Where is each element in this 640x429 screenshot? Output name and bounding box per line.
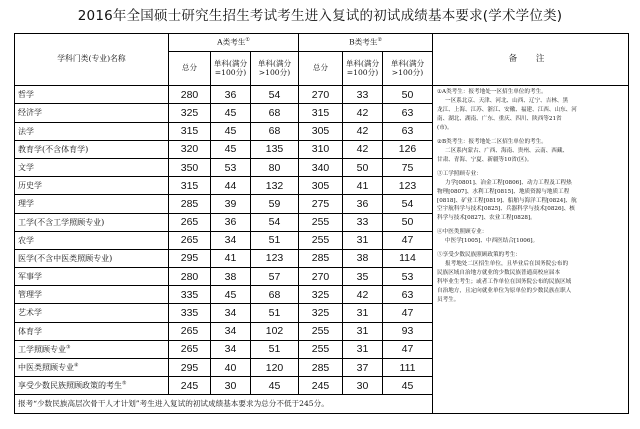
score-requirements-table xyxy=(14,33,629,414)
score-a-s1: 41 xyxy=(211,249,251,267)
score-b-s1: 42 xyxy=(343,104,383,122)
score-a-s1: 30 xyxy=(211,377,251,395)
score-a-total: 350 xyxy=(169,158,211,176)
score-a-s1: 40 xyxy=(211,359,251,377)
score-b-total: 340 xyxy=(299,158,343,176)
header-notes: 备 注 xyxy=(433,34,629,86)
score-a-s2: 45 xyxy=(251,377,299,395)
score-b-s2: 50 xyxy=(383,213,433,231)
score-a-s2: 54 xyxy=(251,86,299,104)
category-name: 医学(不含中医类照顾专业) xyxy=(15,249,169,267)
score-a-s2: 57 xyxy=(251,268,299,286)
score-a-s1: 38 xyxy=(211,268,251,286)
score-b-total: 255 xyxy=(299,340,343,358)
score-b-s2: 114 xyxy=(383,249,433,267)
score-b-s2: 75 xyxy=(383,158,433,176)
score-b-s2: 123 xyxy=(383,177,433,195)
score-a-s2: 51 xyxy=(251,340,299,358)
category-name: 体育学 xyxy=(15,322,169,340)
category-name: 哲学 xyxy=(15,86,169,104)
score-a-s1: 36 xyxy=(211,213,251,231)
score-b-total: 255 xyxy=(299,322,343,340)
score-a-s1: 34 xyxy=(211,322,251,340)
score-b-s1: 38 xyxy=(343,249,383,267)
note-line: 南、湖北、湖南、广东、重庆、四川、陕西等21省 xyxy=(437,116,562,122)
score-b-s2: 111 xyxy=(383,359,433,377)
score-b-s1: 42 xyxy=(343,122,383,140)
score-b-s2: 126 xyxy=(383,140,433,158)
category-name: 经济学 xyxy=(15,104,169,122)
notes-panel xyxy=(433,86,629,413)
score-a-s1: 44 xyxy=(211,177,251,195)
score-b-s2: 47 xyxy=(383,304,433,322)
score-a-total: 265 xyxy=(169,322,211,340)
score-b-total: 270 xyxy=(299,86,343,104)
score-b-s1: 31 xyxy=(343,304,383,322)
header-a-single-gt100: 单科(满分>100分) xyxy=(251,52,299,86)
category-name: 法学 xyxy=(15,122,169,140)
score-b-s2: 45 xyxy=(383,377,433,395)
table-row xyxy=(15,86,629,104)
score-b-s1: 35 xyxy=(343,268,383,286)
note-line: 科毕业生考生；或者工作单位在国务院公布的民族区域 xyxy=(437,279,572,285)
score-b-s1: 42 xyxy=(343,140,383,158)
note-title: ①A类考生：报考地处一区招生单位的考生。 xyxy=(437,89,547,96)
score-b-s1: 30 xyxy=(343,377,383,395)
score-b-total: 285 xyxy=(299,249,343,267)
score-a-s2: 59 xyxy=(251,195,299,213)
note-line: 龙江、上海、江苏、浙江、安徽、福建、江西、山东、河 xyxy=(437,107,577,114)
score-a-s1: 34 xyxy=(211,231,251,249)
score-a-total: 335 xyxy=(169,304,211,322)
category-name: 中医类照顾专业④ xyxy=(15,359,169,377)
category-name: 享受少数民族照顾政策的考生⑤ xyxy=(15,377,169,395)
header-a-total: 总分 xyxy=(169,52,211,86)
score-a-s2: 123 xyxy=(251,249,299,267)
note-n1 xyxy=(437,88,625,133)
note-line: 中医学[1005]、中西医结合[1006]。 xyxy=(445,238,539,245)
category-name: 理学 xyxy=(15,195,169,213)
score-b-total: 275 xyxy=(299,195,343,213)
category-name: 工学照顾专业③ xyxy=(15,340,169,358)
score-b-s1: 31 xyxy=(343,322,383,340)
score-a-s1: 45 xyxy=(211,104,251,122)
score-a-s1: 34 xyxy=(211,340,251,358)
category-name: 艺术学 xyxy=(15,304,169,322)
score-a-s2: 51 xyxy=(251,231,299,249)
score-b-s2: 63 xyxy=(383,286,433,304)
score-a-s2: 68 xyxy=(251,286,299,304)
note-line: 甘肃、青海、宁夏、新疆等10省(区)。 xyxy=(437,156,533,163)
category-name: 工学(不含工学照顾专业) xyxy=(15,213,169,231)
score-a-total: 335 xyxy=(169,286,211,304)
score-b-s1: 31 xyxy=(343,340,383,358)
score-a-s2: 132 xyxy=(251,177,299,195)
category-name: 农学 xyxy=(15,231,169,249)
header-b-single-gt100: 单科(满分>100分) xyxy=(383,52,433,86)
note-line: 报考地处二区招生单位，且毕业后在国务院公布的 xyxy=(445,261,569,268)
score-b-s2: 54 xyxy=(383,195,433,213)
note-title: ⑤享受少数民族照顾政策的考生： xyxy=(437,252,521,259)
note-line: [0818]、矿业工程[0819]、船舶与海洋工程[0824]、航 xyxy=(437,197,577,204)
score-b-total: 255 xyxy=(299,213,343,231)
footer-note: 报考“少数民族高层次骨干人才计划”考生进入复试的初试成绩基本要求为总分不低于245分。 xyxy=(15,395,433,413)
score-a-total: 315 xyxy=(169,122,211,140)
note-line: 物理[0807]、水利工程[0815]、地质资源与地质工程 xyxy=(437,188,570,195)
score-a-total: 325 xyxy=(169,104,211,122)
score-b-s1: 50 xyxy=(343,158,383,176)
score-b-s1: 42 xyxy=(343,286,383,304)
score-a-total: 295 xyxy=(169,359,211,377)
score-b-s2: 53 xyxy=(383,268,433,286)
page-title: 2016年全国硕士研究生招生考试考生进入复试的初试成绩基本要求(学术学位类) xyxy=(77,8,563,24)
score-b-s1: 33 xyxy=(343,86,383,104)
score-b-s1: 33 xyxy=(343,213,383,231)
score-a-total: 315 xyxy=(169,177,211,195)
score-a-total: 245 xyxy=(169,377,211,395)
score-a-s1: 39 xyxy=(211,195,251,213)
score-b-total: 310 xyxy=(299,140,343,158)
score-b-total: 245 xyxy=(299,377,343,395)
score-a-s2: 68 xyxy=(251,104,299,122)
note-line: 空宇航科学与技术[0825]、兵器科学与技术[0826]、核 xyxy=(437,206,575,213)
score-b-s2: 63 xyxy=(383,104,433,122)
score-a-s2: 51 xyxy=(251,304,299,322)
header-group-a: A类考生① xyxy=(169,34,299,52)
score-b-total: 315 xyxy=(299,104,343,122)
header-a-single-100: 单科(满分=100分) xyxy=(211,52,251,86)
note-line: 二区系内蒙古、广西、海南、贵州、云南、西藏、 xyxy=(445,147,569,154)
header-b-total: 总分 xyxy=(299,52,343,86)
score-a-total: 285 xyxy=(169,195,211,213)
score-b-total: 325 xyxy=(299,304,343,322)
note-line: (市)。 xyxy=(437,124,453,131)
score-a-total: 265 xyxy=(169,213,211,231)
score-a-s1: 53 xyxy=(211,158,251,176)
score-a-s1: 45 xyxy=(211,286,251,304)
score-a-s2: 120 xyxy=(251,359,299,377)
note-n3 xyxy=(437,170,625,224)
category-name: 管理学 xyxy=(15,286,169,304)
score-a-total: 320 xyxy=(169,140,211,158)
category-name: 历史学 xyxy=(15,177,169,195)
note-title: ④中医类照顾专业： xyxy=(437,229,488,236)
score-a-s1: 36 xyxy=(211,86,251,104)
score-b-s2: 63 xyxy=(383,122,433,140)
score-b-s2: 50 xyxy=(383,86,433,104)
note-line: 一区系北京、天津、河北、山西、辽宁、吉林、黑 xyxy=(445,98,569,105)
score-b-s1: 41 xyxy=(343,177,383,195)
category-name: 文学 xyxy=(15,158,169,176)
score-a-s1: 34 xyxy=(211,304,251,322)
score-b-total: 305 xyxy=(299,177,343,195)
note-line: 员考生。 xyxy=(437,296,460,303)
header-group-b: B类考生② xyxy=(299,34,433,52)
score-b-total: 325 xyxy=(299,286,343,304)
score-a-total: 265 xyxy=(169,340,211,358)
note-line: 自治地方，且定向就业单位为原单位的少数民族在职人 xyxy=(437,287,572,294)
score-a-total: 280 xyxy=(169,268,211,286)
score-a-total: 295 xyxy=(169,249,211,267)
score-a-s1: 45 xyxy=(211,140,251,158)
score-b-s1: 36 xyxy=(343,195,383,213)
score-a-total: 280 xyxy=(169,86,211,104)
score-b-total: 255 xyxy=(299,231,343,249)
score-a-s2: 68 xyxy=(251,122,299,140)
score-a-s2: 80 xyxy=(251,158,299,176)
note-title: ②B类考生：报考地处二区招生单位的考生。 xyxy=(437,138,547,145)
score-b-s2: 93 xyxy=(383,322,433,340)
header-category: 学科门类(专业)名称 xyxy=(15,34,169,86)
score-a-s1: 45 xyxy=(211,122,251,140)
note-n5 xyxy=(437,251,625,305)
score-b-total: 305 xyxy=(299,122,343,140)
note-title: ③工学照顾专业： xyxy=(437,170,482,177)
header-b-single-100: 单科(满分=100分) xyxy=(343,52,383,86)
score-b-s2: 47 xyxy=(383,231,433,249)
category-name: 教育学(不含体育学) xyxy=(15,140,169,158)
score-a-s2: 102 xyxy=(251,322,299,340)
score-b-total: 285 xyxy=(299,359,343,377)
note-n2 xyxy=(437,138,625,165)
score-a-s2: 135 xyxy=(251,140,299,158)
score-b-total: 270 xyxy=(299,268,343,286)
note-line: 民族区域自治地方就业的少数民族普通高校应届本 xyxy=(437,270,561,277)
note-line: 力学[0801]、冶金工程[0806]、动力工程及工程热 xyxy=(445,179,572,186)
category-name: 军事学 xyxy=(15,268,169,286)
score-a-s2: 54 xyxy=(251,213,299,231)
score-b-s1: 31 xyxy=(343,231,383,249)
score-b-s1: 37 xyxy=(343,359,383,377)
note-n4 xyxy=(437,228,625,246)
score-a-total: 265 xyxy=(169,231,211,249)
score-b-s2: 47 xyxy=(383,340,433,358)
note-line: 科学与技术[0827]、农业工程[0828]。 xyxy=(437,215,536,222)
